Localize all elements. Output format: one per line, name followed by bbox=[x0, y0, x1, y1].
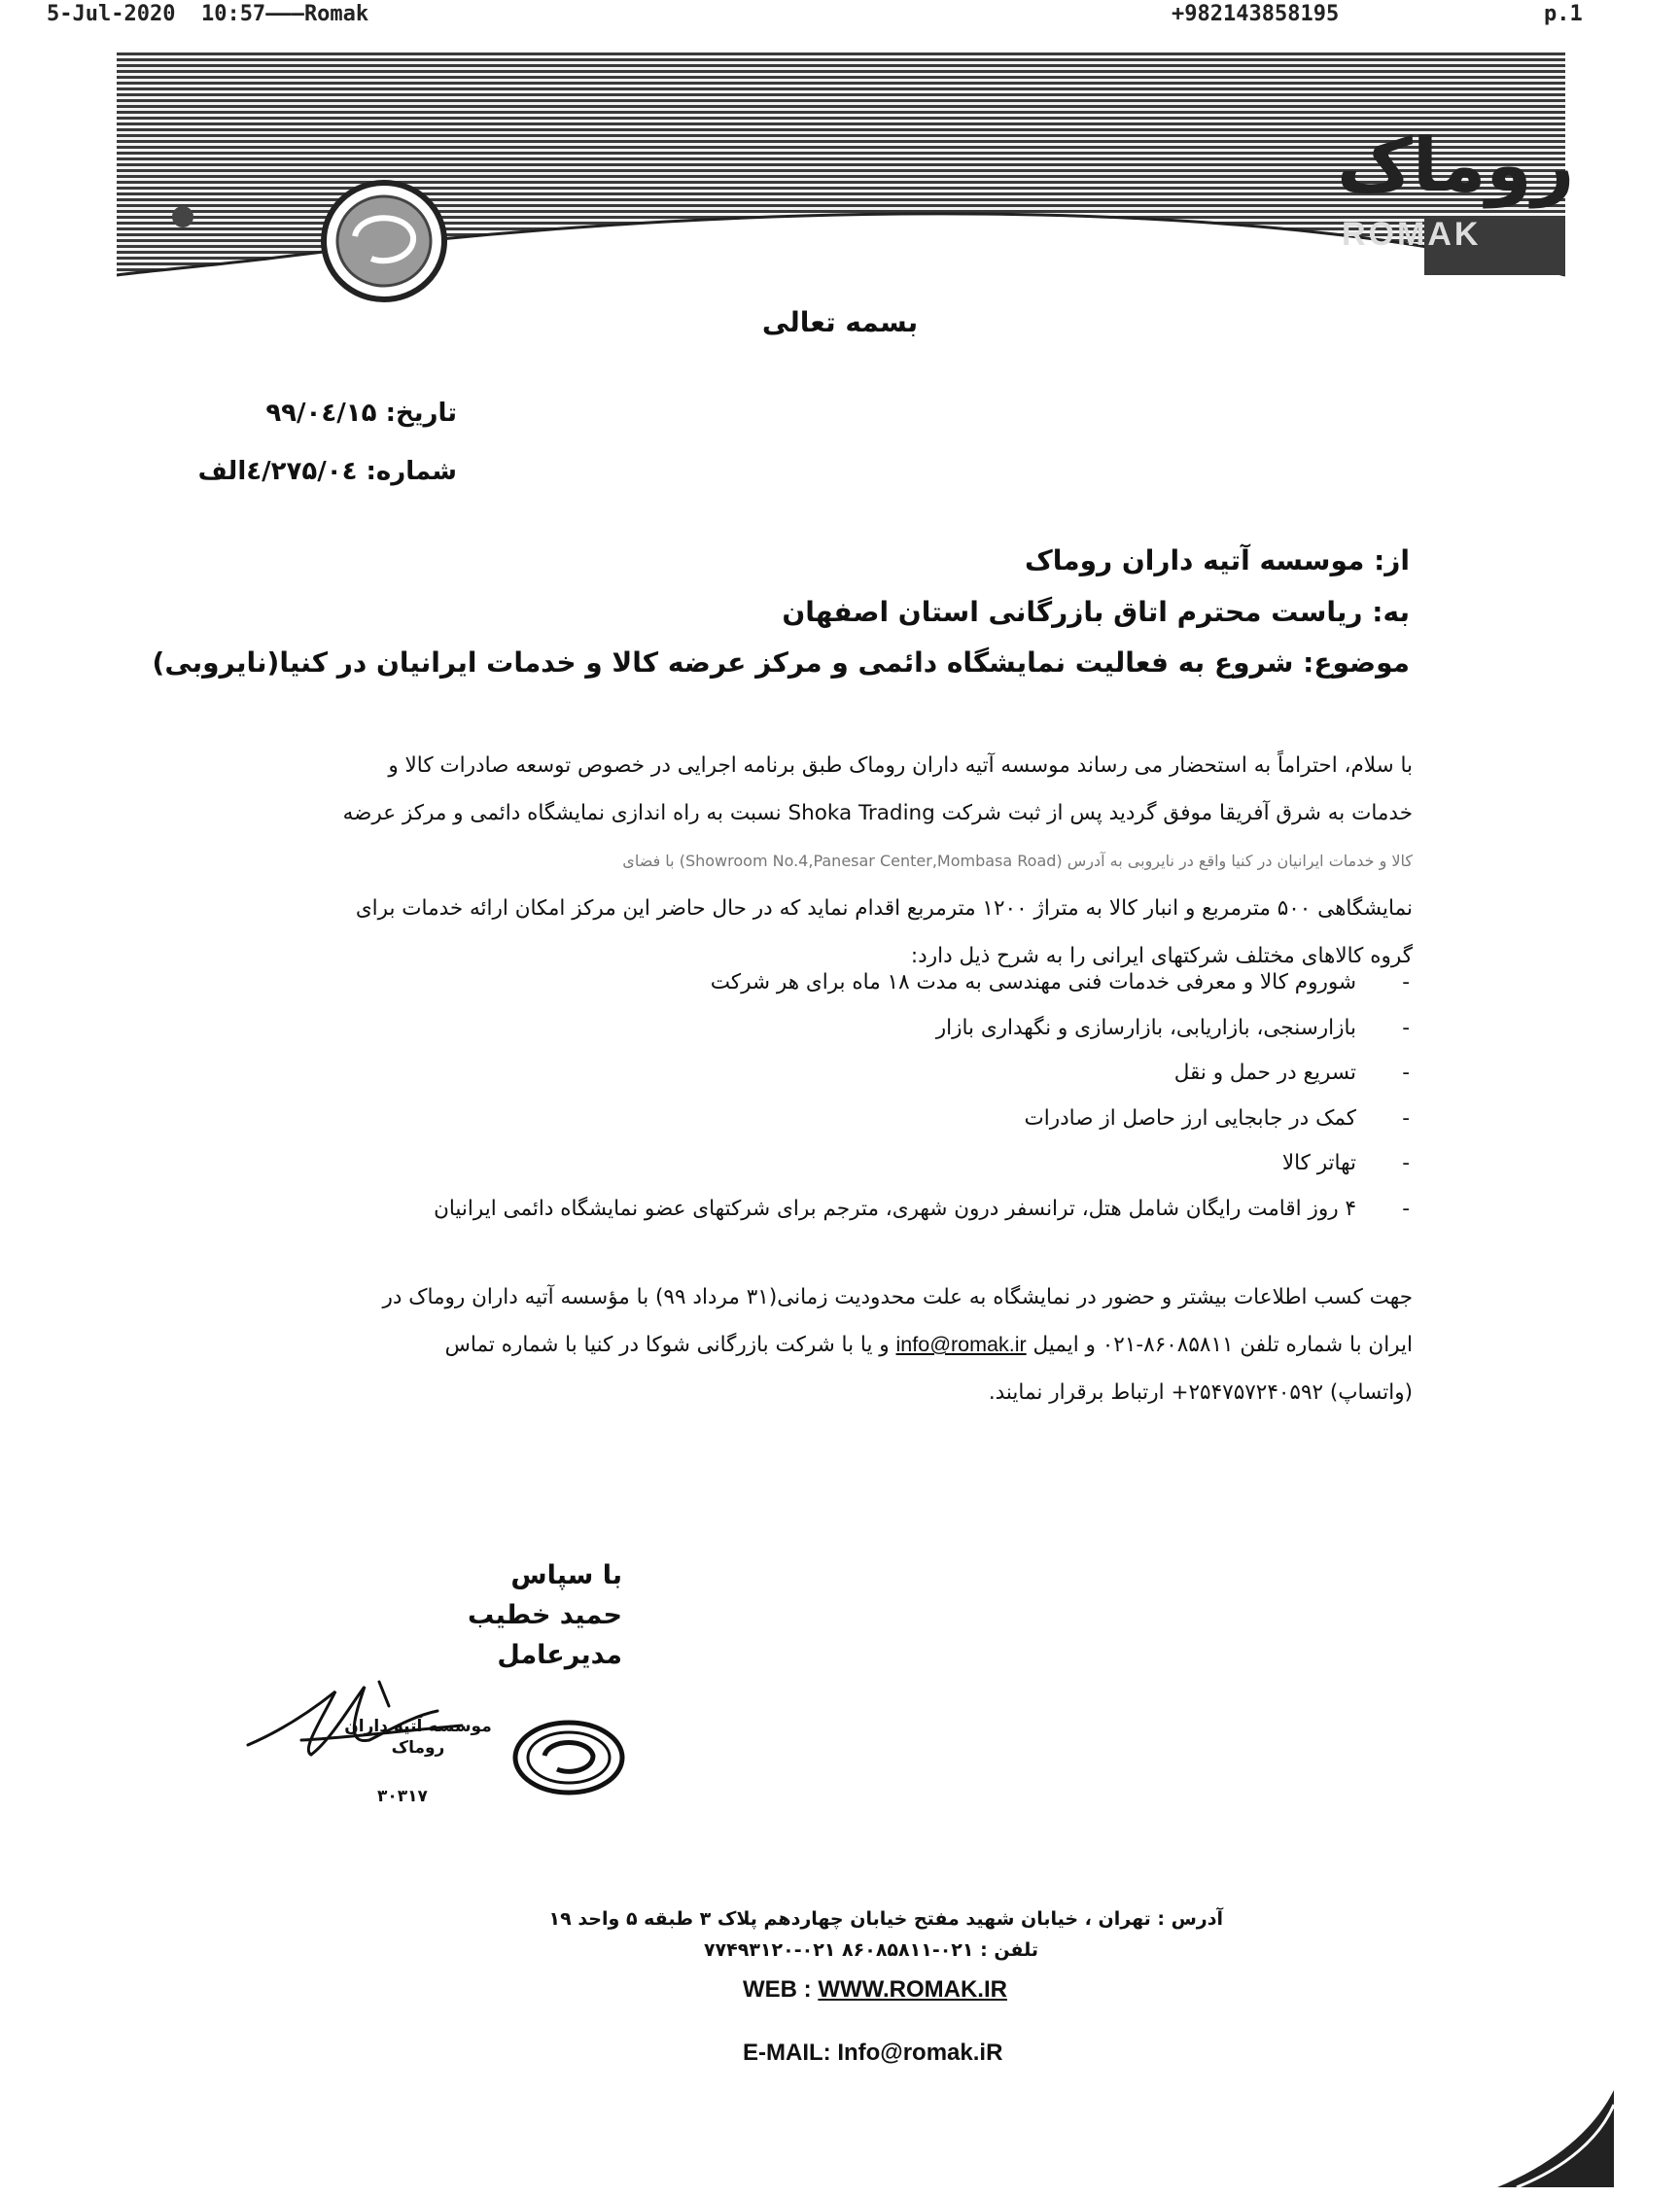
footer-phone: تلفن : ۰۲۱-۸۶۰۸۵۸۱۱ ۰۲۱-۷۷۴۹۳۱۲۰ bbox=[703, 1939, 1038, 1961]
seal-emblem-icon bbox=[510, 1719, 627, 1796]
list-item: -بازارسنجی، بازاریابی، بازارسازی و نگهداری بازار bbox=[935, 1015, 1410, 1040]
fax-date-time: 5-Jul-2020 10:57———Romak bbox=[47, 2, 369, 26]
footer-address: آدرس : تهران ، خیابان شهید مفتح خیابان چهاردهم پلاک ۳ طبقه ۵ واحد ۱۹ bbox=[548, 1908, 1223, 1930]
seal-number: ۳۰۳۱۷ bbox=[377, 1787, 428, 1806]
letter-date: تاریخ: ۹۹/۰٤/۱۵ bbox=[265, 399, 457, 428]
fax-header bbox=[0, 0, 1680, 33]
paragraph-line: نمایشگاهی ۵۰۰ مترمربع و انبار کالا به متراژ ۱۲۰۰ مترمربع اقدام نماید که در حال حاضر این مرکز امکان ارائه خدمات برای bbox=[355, 896, 1413, 921]
sender-line: از: موسسه آتیه داران روماک bbox=[1025, 544, 1410, 576]
romak-emblem-icon bbox=[324, 183, 444, 299]
closing: با سپاس bbox=[510, 1560, 622, 1590]
list-item: -کمک در جابجایی ارز حاصل از صادرات bbox=[1024, 1105, 1410, 1131]
fax-page-number: p.1 bbox=[1544, 2, 1583, 26]
paragraph-line-faint: کالا و خدمات ایرانیان در کنیا واقع در نایروبی به آدرس (Showroom No.4,Panesar Center,Mombasa Road) با فضای bbox=[622, 852, 1413, 870]
logo-latin: ROMAK bbox=[1342, 216, 1482, 253]
fax-phone: +982143858195 bbox=[1172, 2, 1340, 26]
intro-paragraph bbox=[275, 742, 1413, 980]
list-item: -تهاتر کالا bbox=[1281, 1151, 1410, 1175]
website-link[interactable]: WWW.ROMAK.IR bbox=[818, 1976, 1007, 2003]
paragraph-line: با سلام، احتراماً به استحضار می رساند موسسه آتیه داران روماک طبق برنامه اجرایی در خصوص توسعه صادرات کالا و bbox=[388, 753, 1413, 778]
footer-website: WEB : WWW.ROMAK.IR bbox=[743, 1976, 1007, 2003]
signer-title: مدیرعامل bbox=[497, 1640, 622, 1670]
list-item: -۴ روز اقامت رایگان شامل هتل، ترانسفر درون شهری، مترجم برای شرکتهای عضو نمایشگاه دائمی ایرانیان bbox=[434, 1196, 1410, 1221]
logo-persian: روماک bbox=[1337, 122, 1575, 208]
services-list bbox=[434, 960, 1410, 1232]
contact-paragraph bbox=[275, 1273, 1413, 1416]
letter-date-value: ۹۹/۰٤/۱۵ bbox=[265, 399, 377, 428]
signature-block bbox=[408, 1555, 622, 1675]
footer-email: E-MAIL: Info@romak.iR bbox=[743, 2040, 1003, 2066]
paragraph-line: جهت کسب اطلاعات بیشتر و حضور در نمایشگاه به علت محدودیت زمانی(۳۱ مرداد ۹۹) با مؤسسه آتیه داران روماک در bbox=[382, 1285, 1413, 1309]
paragraph-line: (واتساپ) ۲۵۴۷۵۷۲۴۰۵۹۲+ ارتباط برقرار نمایند. bbox=[988, 1380, 1413, 1405]
letter-number-value: ٤/۲۷۵/۰٤الف bbox=[197, 457, 358, 486]
email-link[interactable]: info@romak.ir bbox=[895, 1333, 1027, 1356]
corner-swoosh-decoration bbox=[1497, 2090, 1614, 2187]
list-item: -شوروم کالا و معرفی خدمات فنی مهندسی به مدت ۱۸ ماه برای هر شرکت bbox=[710, 970, 1410, 994]
company-seal-text: موسسه آتیه داران روماک bbox=[344, 1717, 492, 1758]
list-item: -تسریع در حمل و نقل bbox=[1173, 1061, 1410, 1085]
recipient-line: به: ریاست محترم اتاق بازرگانی استان اصفهان bbox=[782, 596, 1410, 628]
paragraph-line: گروه کالاهای مختلف شرکتهای ایرانی را به شرح ذیل دارد: bbox=[910, 944, 1413, 968]
letter-number: شماره: ٤/۲۷۵/۰٤الف bbox=[197, 457, 457, 486]
subject-line: موضوع: شروع به فعالیت نمایشگاه دائمی و مرکز عرضه کالا و خدمات ایرانیان در کنیا(نایروبی) bbox=[152, 646, 1410, 679]
paragraph-line: خدمات به شرق آفریقا موفق گردید پس از ثبت شرکت Shoka Trading نسبت به راه اندازی نمایشگاه دائمی و مرکز عرضه bbox=[342, 801, 1413, 825]
paragraph-line: ایران با شماره تلفن ۸۶۰۸۵۸۱۱-۰۲۱ و ایمیل info@romak.ir و یا با شرکت بازرگانی شوکا در کنیا با شماره تماس bbox=[444, 1333, 1413, 1357]
letter-heading: بسمه تعالی bbox=[761, 306, 919, 338]
signer-name: حمید خطیب bbox=[468, 1600, 622, 1630]
